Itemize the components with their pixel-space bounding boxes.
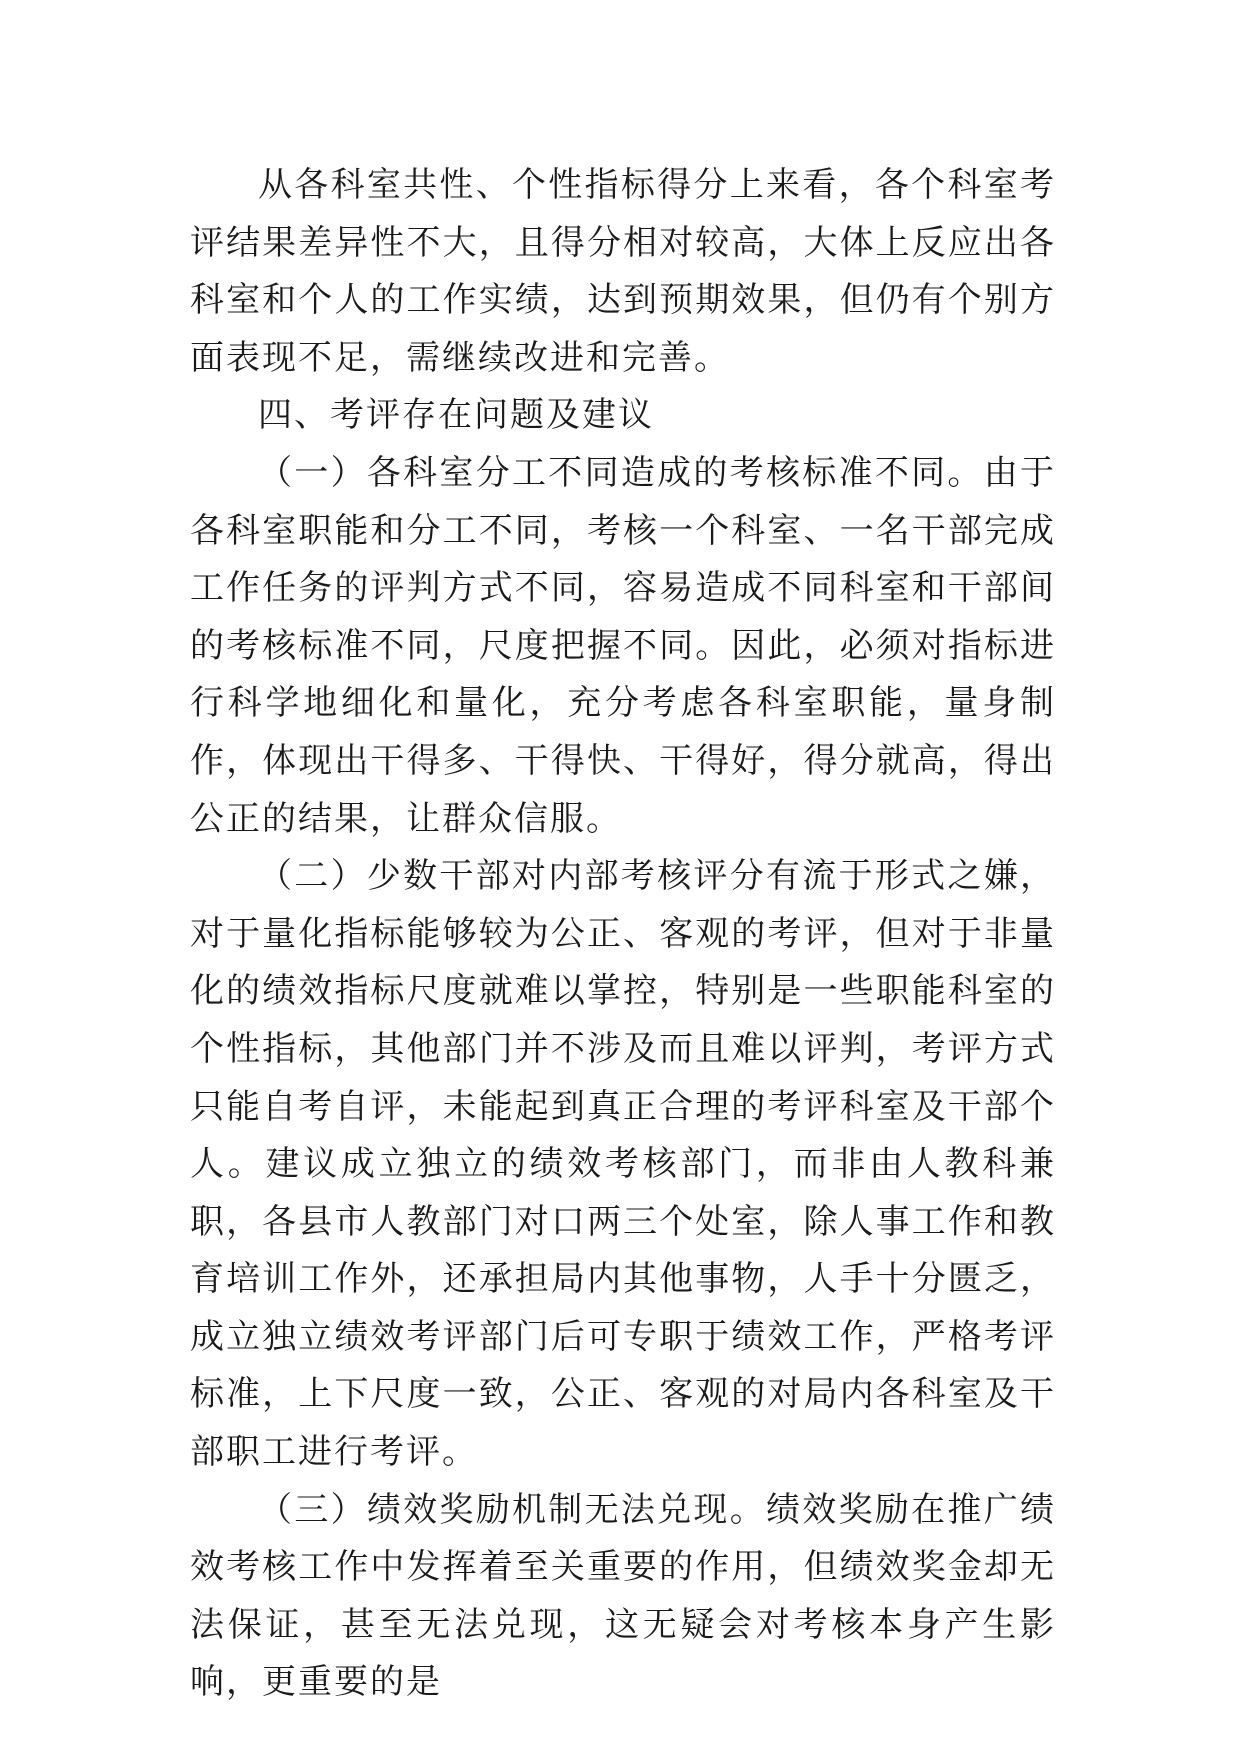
paragraph-item-1: （一）各科室分工不同造成的考核标准不同。由于各科室职能和分工不同，考核一个科室、一名干部完成工作任务的评判方式不同，容易造成不同科室和干部间的考核标准不同，尺度把握不同。因此，必须对指标进行科学地细化和量化，充分考虑各科室职能，量身制作，体现出干得多、干得快、干得好，得分就高，得出公正的结果，让群众信服。 [190, 452, 1056, 839]
paragraph-score-analysis: 从各科室共性、个性指标得分上来看，各个科室考评结果差异性不大，且得分相对较高，大体上反应出各科室和个人的工作实绩，达到预期效果，但仍有个别方面表现不足，需继续改进和完善。 [190, 165, 1056, 378]
document-body [190, 157, 1056, 1712]
paragraph-item-3: （三）绩效奖励机制无法兑现。绩效奖励在推广绩效考核工作中发挥着至关重要的作用，但绩效奖金却无法保证，甚至无法兑现，这无疑会对考核本身产生影响，更重要的是 [190, 1489, 1056, 1703]
section-heading-problems-suggestions: 四、考评存在问题及建议 [258, 395, 654, 436]
paragraph-item-2: （二）少数干部对内部考核评分有流于形式之嫌，对于量化指标能够较为公正、客观的考评，但对于非量化的绩效指标尺度就难以掌控，特别是一些职能科室的个性指标，其他部门并不涉及而且难以评判，考评方式只能自考自评，未能起到真正合理的考评科室及干部个人。建议成立独立的绩效考核部门，而非由人教科兼职，各县市人教部门对口两三个处室，除人事工作和教育培训工作外，还承担局内其他事物，人手十分匮乏，成立独立绩效考评部门后可专职于绩效工作，严格考评标准，上下尺度一致，公正、客观的对局内各科室及干部职工进行考评。 [190, 856, 1056, 1473]
